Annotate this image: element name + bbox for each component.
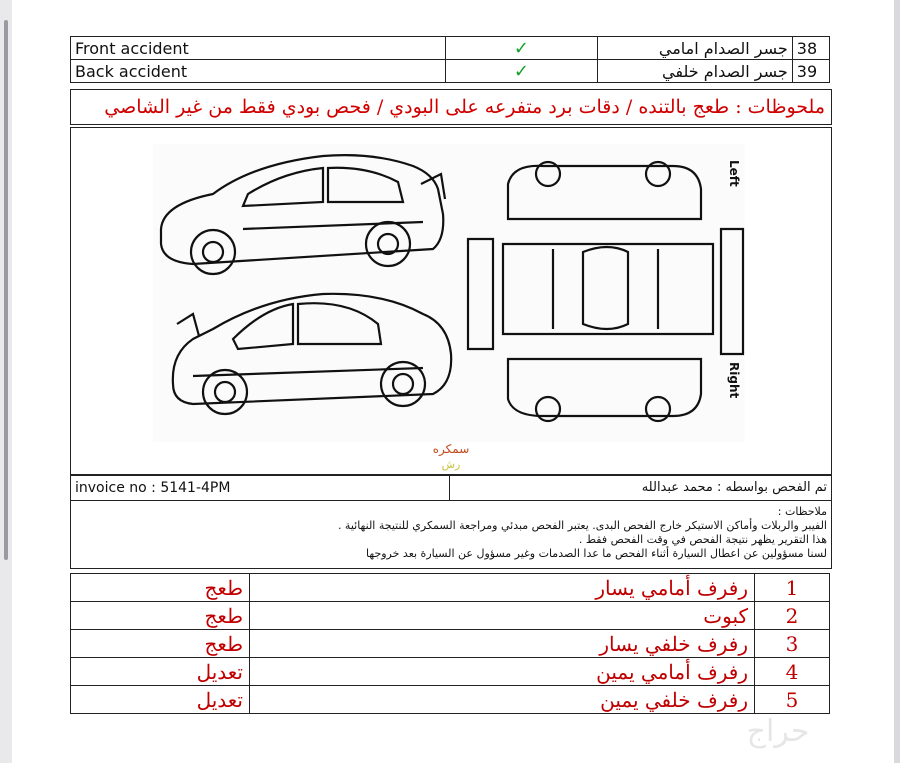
car-outline-icon	[153, 144, 745, 442]
check-icon: ✓	[445, 37, 597, 60]
table-row	[71, 60, 830, 83]
row-number: 1	[755, 574, 830, 602]
left-label: Left	[727, 160, 741, 187]
part-name: رفرف خلفي يمين	[250, 686, 755, 714]
row-number: 3	[755, 630, 830, 658]
disclaimer-title: ملاحظات :	[777, 505, 827, 518]
row-number: 5	[755, 686, 830, 714]
checklist-english: Front accident	[71, 37, 446, 60]
damage-status: طعج	[71, 630, 250, 658]
checklist-arabic: جسر الصدام خلفي	[597, 60, 792, 83]
row-number: 4	[755, 658, 830, 686]
results-table	[70, 573, 830, 714]
invoice-row	[70, 475, 832, 501]
damage-status: طعج	[71, 602, 250, 630]
table-row	[71, 630, 830, 658]
disclaimer-line: الفيبر والربلات وأماكن الاستيكر خارج الفحص البدى. يعتبر الفحص مبدئي ومراجعة السمكري للنتيجة النهائية .	[337, 519, 827, 532]
legend-paint: رش	[441, 458, 461, 471]
part-name: كبوت	[250, 602, 755, 630]
watermark-text: حراج	[746, 714, 810, 749]
check-icon: ✓	[445, 60, 597, 83]
checklist-english: Back accident	[71, 60, 446, 83]
damage-status: تعديل	[71, 686, 250, 714]
table-row	[71, 602, 830, 630]
disclaimer-box	[70, 501, 832, 569]
checklist-table	[70, 36, 830, 83]
car-diagram-box	[70, 127, 832, 475]
table-row	[71, 658, 830, 686]
row-number: 2	[755, 602, 830, 630]
damage-status: طعج	[71, 574, 250, 602]
table-row	[71, 574, 830, 602]
damage-notes: ملحوظات : طعج بالتنده / دقات برد متفرعه على البودي / فحص بودي فقط من غير الشاصي	[70, 89, 832, 125]
page-edge	[894, 0, 900, 763]
car-diagram	[153, 144, 745, 442]
watermark-logo-icon	[668, 709, 888, 753]
checklist-number: 39	[792, 60, 829, 83]
part-name: رفرف أمامي يسار	[250, 574, 755, 602]
table-row	[71, 37, 830, 60]
checklist-number: 38	[792, 37, 829, 60]
checklist-arabic: جسر الصدام امامي	[597, 37, 792, 60]
invoice-number: invoice no : 5141-4PM	[71, 476, 450, 500]
legend-bodywork: سمكره	[432, 442, 470, 456]
disclaimer-line: لسنا مسؤولين عن اعطال السيارة أثناء الفحص ما عدا الصدمات وغير مسؤول عن السيارة بعد خروجها	[366, 547, 827, 560]
damage-status: تعديل	[71, 658, 250, 686]
part-name: رفرف خلفي يسار	[250, 630, 755, 658]
part-name: رفرف أمامي يمين	[250, 658, 755, 686]
disclaimer-line: هذا التقرير يظهر نتيجة الفحص في وقت الفحص فقط .	[578, 533, 827, 546]
scrollbar-thumb[interactable]	[4, 20, 8, 560]
haraj-watermark	[668, 709, 888, 753]
right-label: Right	[727, 362, 741, 399]
scrollbar-track[interactable]	[0, 0, 12, 763]
inspector-name: تم الفحص بواسطه : محمد عبدالله	[641, 480, 827, 495]
inspection-report	[70, 36, 832, 714]
